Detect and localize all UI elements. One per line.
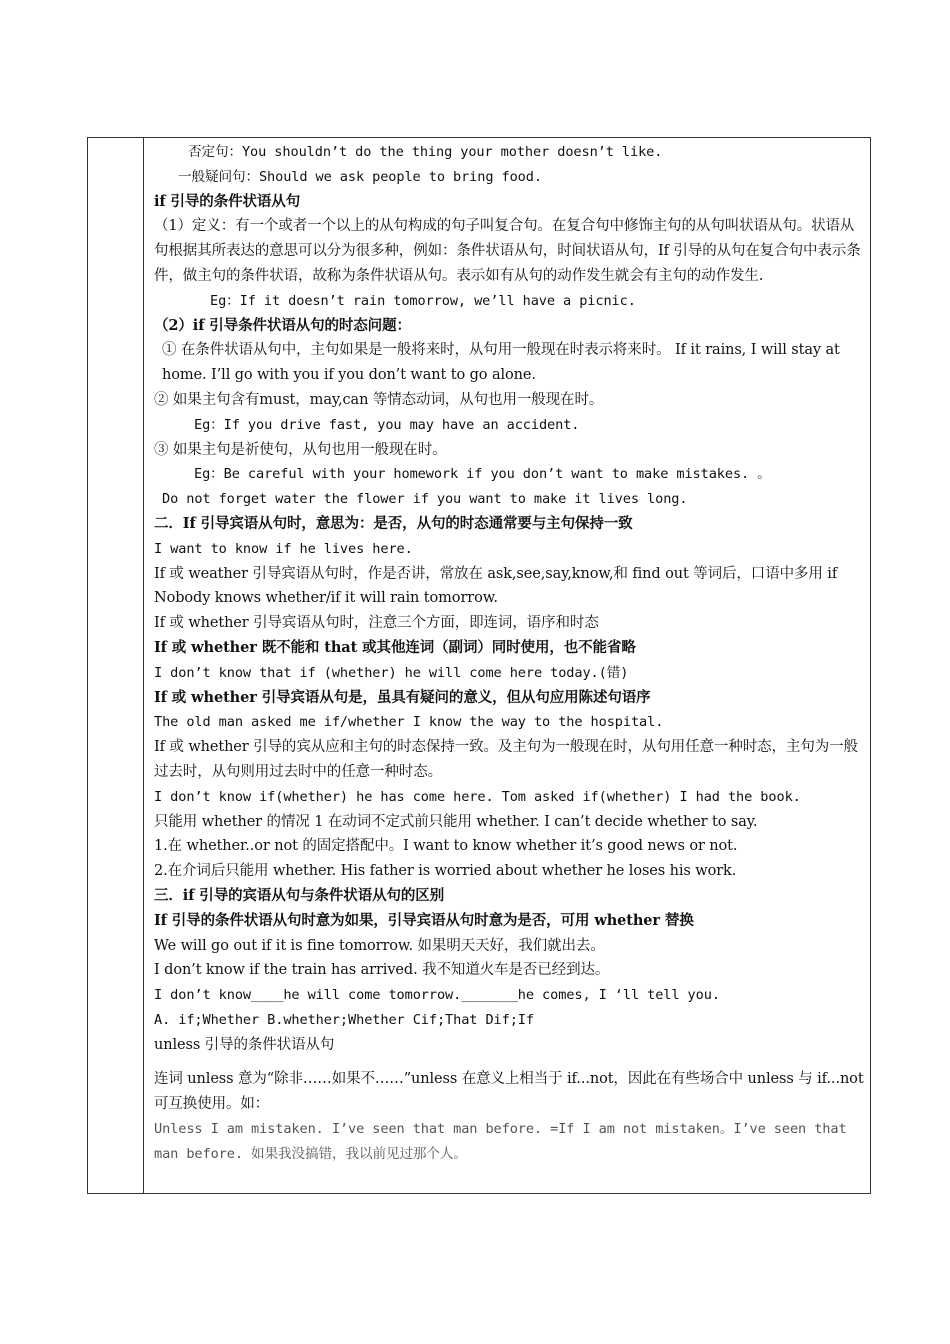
document-table — [87, 137, 871, 1194]
section-heading-difference: 三．if 引导的宾语从句与条件状语从句的区别 — [154, 886, 445, 904]
example-lives-here: I want to know if he lives here. — [154, 540, 413, 557]
weather-note: If 或 weather 引导宾语从句时，作是否讲，常放在 ask,see,say,know,和 find out 等词后，口语中多用 if Nobody knows whether/if it will rain tomorrow. — [154, 565, 838, 607]
section-heading-object-clause: 二．If 引导宾语从句时，意思为：是否，从句的时态通常要与主句保持一致 — [154, 514, 633, 532]
rule-no-that: If 或 whether 既不能和 that 或其他连词（副词）同时使用，也不能省略 — [154, 638, 636, 656]
unless-example: Unless I am mistaken. I’ve seen that man before. =If I am not mistaken。I’ve seen that man before. 如果我没搞错，我以前见过那个人。 — [154, 1121, 847, 1162]
example-train: I don’t know if the train has arrived. 我不知道火车是否已经到达。 — [154, 962, 610, 979]
rule-1: ① 在条件状语从句中，主句如果是一般将来时，从句用一般现在时表示将来时。 If it rains, I will stay at home. I’ll go with you if you don’t want to go alone. — [162, 342, 840, 384]
negative-sentence-example: 否定句：You shouldn’t do the thing your mother doesn’t like. — [188, 144, 663, 160]
three-aspects-note: If 或 whether 引导宾语从句时，注意三个方面，即连词，语序和时态 — [154, 615, 599, 632]
example-has-come: I don’t know if(whether) he has come here. Tom asked if(whether) I had the book. — [154, 788, 801, 805]
question-sentence-example: 一般疑问句：Should we ask people to bring food. — [178, 168, 542, 185]
rule-3: ③ 如果主句是祈使句，从句也用一般现在时。 — [154, 441, 447, 458]
section-heading-if-conditional: if 引导的条件状语从句 — [154, 192, 301, 210]
unless-definition: 连词 unless 意为“除非……如果不……”unless 在意义上相当于 if...not，因此在有些场合中 unless 与 if...not 可互换使用。如： — [154, 1071, 864, 1113]
rule-statement-order: If 或 whether 引导宾语从句是，虽具有疑问的意义，但从句应用陈述句语序 — [154, 688, 651, 706]
example-hospital: The old man asked me if/whether I know the way to the hospital. — [154, 714, 664, 731]
unless-heading: unless 引导的条件状语从句 — [154, 1036, 335, 1053]
example-picnic: Eg：If it doesn’t rain tomorrow, we’ll have a picnic. — [210, 292, 636, 309]
example-water-flower: Do not forget water the flower if you want to make it lives long. — [162, 491, 688, 508]
exercise-question: I don’t know____he will come tomorrow._______he comes, I ‘ll tell you. — [154, 987, 720, 1004]
left-column-cell — [88, 138, 144, 1193]
definition-paragraph: （1）定义：有一个或者一个以上的从句构成的句子叫复合句。在复合句中修饰主句的从句叫状语从句。状语从句根据其所表达的意思可以分为很多种，例如：条件状语从句，时间状语从句，If 引导的从句在复合句中表示条件，做主句的条件状语，故称为条件状语从句。表示如有从句的动作发生就会有主句的动作发生. — [154, 218, 861, 284]
tense-heading: （2）if 引导条件状语从句的时态问题： — [154, 316, 411, 334]
example-wrong: I don’t know that if (whether) he will come here today.(错) — [154, 664, 629, 681]
content-cell — [154, 140, 864, 1167]
only-whether-case-2: 2.在介词后只能用 whether. His father is worried about whether he loses his work. — [154, 863, 737, 880]
exercise-options: A. if;Whether B.whether;Whether Cif;That Dif;If — [154, 1011, 534, 1028]
rule-2: ② 如果主句含有must，may,can 等情态动词，从句也用一般现在时。 — [154, 391, 604, 408]
difference-rule: If 引导的条件状语从句时意为如果，引导宾语从句时意为是否，可用 whether 替换 — [154, 911, 694, 929]
example-drive-fast: Eg：If you drive fast, you may have an accident. — [194, 416, 580, 433]
only-whether-case-or-not: 1.在 whether..or not 的固定搭配中。I want to know whether it’s good news or not. — [154, 838, 738, 855]
example-go-out: We will go out if it is fine tomorrow. 如果明天天好，我们就出去。 — [154, 937, 605, 954]
example-be-careful: Eg：Be careful with your homework if you don’t want to make mistakes. 。 — [194, 466, 771, 483]
only-whether-case-1: 只能用 whether 的情况 1 在动词不定式前只能用 whether. I can’t decide whether to say. — [154, 813, 758, 830]
rule-tense-agreement: If 或 whether 引导的宾从应和主句的时态保持一致。及主句为一般现在时，从句用任意一种时态，主句为一般过去时，从句则用过去时中的任意一种时态。 — [154, 739, 858, 780]
